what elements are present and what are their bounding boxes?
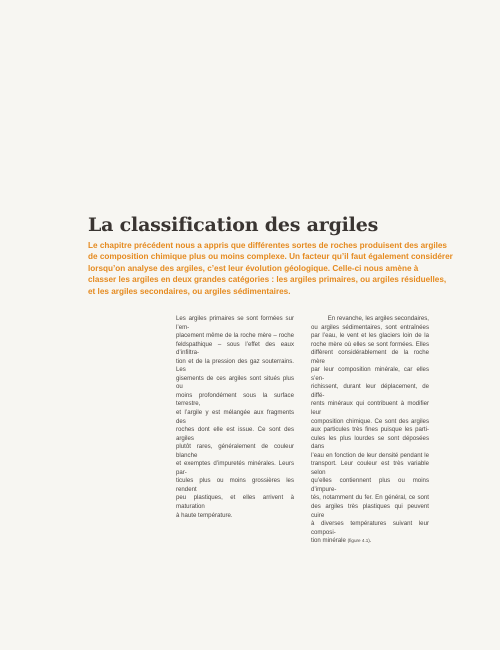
body-line: aux particules très fines puisque les parti- [311, 426, 429, 434]
body-line: richissent, durant leur déplacement, de diffé- [311, 383, 429, 399]
body-line: roches dont elle est issue. Ce sont des argiles [176, 426, 294, 442]
body-line: ou argiles sédimentaires, sont entraînées [311, 323, 429, 331]
body-line: feldspathique – sous l’effet des eaux d’infiltra- [176, 340, 294, 357]
body-line: gisements de ces argiles sont situés plus ou [176, 374, 294, 391]
body-line: En revanche, les argiles secondaires, [327, 315, 429, 322]
body-line: à diverses températures suivant leur composi- [311, 520, 429, 536]
section-title: La classification des argiles [88, 214, 379, 236]
body-line: composition chimique. Ce sont des argiles [311, 417, 429, 425]
body-line: tion et de la pression des gaz souterrains. Les [176, 357, 294, 374]
body-line: moins profondément sous la surface terrestre, [176, 391, 294, 408]
body-line: cules les plus lourdes se sont déposées dans [311, 434, 429, 451]
body-line: Les argiles primaires se sont formées sur l’em- [176, 315, 294, 331]
intro-line: classer les argiles en deux grandes catégories : les argiles primaires, ou argiles résiduelles, [88, 275, 447, 285]
intro-paragraph [88, 240, 453, 297]
body-line: des argiles très plastiques qui peuvent cuire [311, 503, 429, 519]
body-line: ticules plus ou moins grossières les rendent [176, 477, 294, 493]
body-line: peu plastiques, et elles arrivent à maturation [176, 494, 294, 511]
intro-line: et les argiles secondaires, ou argiles sédimentaires. [88, 286, 291, 296]
figure-reference: (figure 4.1) [347, 538, 370, 544]
intro-line: Le chapitre précédent nous a appris que différentes sortes de roches produisent des argiles [88, 241, 447, 250]
body-line: par leur composition minérale, car elles s’en- [311, 366, 429, 382]
body-line: l’eau en fonction de leur densité pendant le [311, 451, 429, 459]
body-line: roche mère où elles se sont formées. Elles [311, 340, 429, 348]
body-line: placement même de la roche mère – roche [176, 332, 294, 340]
body-line: et l’argile y est mélangée aux fragments des [176, 409, 294, 425]
body-line: qu’elles contiennent plus ou moins d’impure- [311, 477, 429, 493]
body-line: et exemptes d’impuretés minérales. Leurs par- [176, 460, 294, 476]
body-line: rents minéraux qui contribuent à modifier leur [311, 400, 429, 417]
right-column-text [311, 315, 429, 546]
intro-line: de composition chimique plus ou moins complexe. Un facteur qu’il faut également considérer [88, 252, 453, 262]
body-text: . [369, 537, 372, 545]
body-line: par l’eau, le vent et les glaciers loin de la [311, 332, 429, 340]
body-line: diffèrent considérablement de la roche mère [311, 349, 429, 365]
intro-line: lorsqu’on analyse des argiles, c’est leur évolution géologique. Celle-ci nous amène à [88, 263, 419, 273]
body-text: tion minérale [311, 537, 346, 545]
body-line: plutôt rares, généralement de couleur blanche [176, 443, 294, 459]
left-column-text [176, 315, 294, 520]
body-line-last [311, 537, 429, 546]
body-line: tés, notamment du fer. En général, ce sont [311, 494, 429, 502]
body-line: transport. Leur couleur est très variable selon [311, 460, 429, 476]
body-line: à haute température. [176, 511, 233, 519]
